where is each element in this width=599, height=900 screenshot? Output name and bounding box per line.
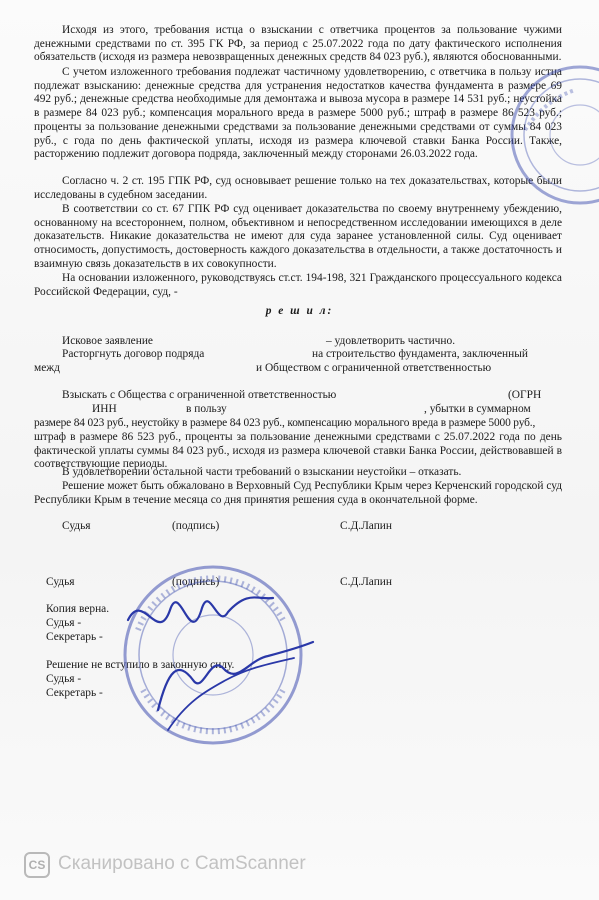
copy-certified: Копия верна.: [46, 603, 110, 615]
line-between-llc: и Обществом с ограниченной ответственностью: [256, 362, 492, 374]
signature-judge-name-2: С.Д.Лапин: [340, 576, 392, 588]
paragraph-refuse-rest: В удовлетворении остальной части требований о взыскании неустойки – отказать.: [62, 466, 462, 478]
signature-placeholder-2: (подпись): [172, 576, 220, 588]
paragraph-grounds: На основании изложенного, руководствуясь ст.ст. 194-198, 321 Гражданского процессуального кодекса Российской Федерации, суд, -: [34, 272, 562, 298]
decision-heading: р е ш и л:: [265, 305, 334, 317]
line-terminate-object: на строительство фундамента, заключенный: [312, 348, 528, 360]
paragraph-article-67: В соответствии со ст. 67 ГПК РФ суд оценивает доказательства по своему внутреннему убеждению, основанному на всестороннем, полном, объективном и непосредственном исследовании имеющихся в деле доказательств. Никакие доказательства не имеют для суда заранее установленной силы. Суд оценивает относимость, допустимость, достоверность каждого доказательства в отдельности, а также достаточность и взаимную связь доказательств в их совокупности.: [34, 203, 562, 270]
line-amounts: размере 84 023 руб., неустойку в размере 84 023 руб., компенсацию морального вреда в размере 5000 руб.,: [34, 417, 536, 429]
paragraph-interest-claim: Исходя из этого, требования истца о взыскании с ответчика процентов за пользование чужими денежными средствами по ст. 395 ГК РФ, за период с 25.07.2022 года по дату фактического исполнения обязательств (исходя из размера невозвращенных денежных средств 84 023 руб.), являются обоснованными.: [34, 24, 562, 64]
camscanner-logo-icon: CS: [24, 852, 50, 878]
line-inn: ИНН: [92, 403, 117, 415]
line-between: межд: [34, 362, 60, 374]
not-in-force-note: Решение не вступило в законную силу.: [46, 659, 235, 671]
paragraph-appeal: Решение может быть обжаловано в Верховный Суд Республики Крым через Керченский городской суд Республики Крым в течение месяца со дня принятия решения суда в окончательной форме.: [34, 480, 562, 506]
line-losses: , убытки в суммарном: [424, 403, 531, 415]
camscanner-watermark: Сканировано с CamScanner: [58, 853, 306, 874]
signature-judge-role: Судья: [62, 520, 91, 532]
paragraph-partial-satisfaction: С учетом изложенного требования подлежат частичному удовлетворению, с ответчика в пользу истца подлежат взысканию: денежные средства для устранения недостатков качества фундамента в размере 69 492 руб.; денежные средства необходимые для демонтажа и вывоза мусора в размере 14 531 руб.; неустойка в размере 84 023 руб.; компенсация морального вреда в размере 5000 руб.; штраф в размере 86 523 руб.; проценты за пользование денежными средствами за пользование денежными средствами от суммы 84 023 руб., с года по день фактической уплаты, исходя из размера ключевой ставки Банка России. Также, расторжению подлежит договора подряда, заключенный между сторонами 26.03.2022 года.: [34, 66, 562, 161]
paragraph-penalty-interest: штраф в размере 86 523 руб., проценты за пользование денежными средствами с 25.07.2022 года по день фактической уплаты суммы 84 023 руб., исходя из размера ключевой ставки Банка России, действовавшей в соответствующие периоды.: [34, 431, 562, 471]
line-recover-label: Взыскать с Общества с ограниченной ответственностью: [62, 389, 337, 401]
not-in-force-secretary: Секретарь -: [46, 687, 103, 699]
signature-placeholder: (подпись): [172, 520, 220, 532]
line-ogrn: (ОГРН: [508, 389, 542, 401]
paragraph-article-195: Согласно ч. 2 ст. 195 ГПК РФ, суд основывает решение только на тех доказательствах, которые были исследованы в судебном заседании.: [34, 175, 562, 201]
court-seal-with-signature: [98, 560, 328, 750]
signature-judge-role-2: Судья: [46, 576, 75, 588]
copy-secretary: Секретарь -: [46, 631, 103, 643]
line-terminate-label: Расторгнуть договор подряда: [62, 348, 205, 360]
copy-judge: Судья -: [46, 617, 82, 629]
line-claim-label: Исковое заявление: [62, 335, 153, 347]
not-in-force-judge: Судья -: [46, 673, 82, 685]
line-in-favor: в пользу: [186, 403, 227, 415]
line-claim-result: – удовлетворить частично.: [326, 335, 456, 347]
signature-judge-name: С.Д.Лапин: [340, 520, 392, 532]
